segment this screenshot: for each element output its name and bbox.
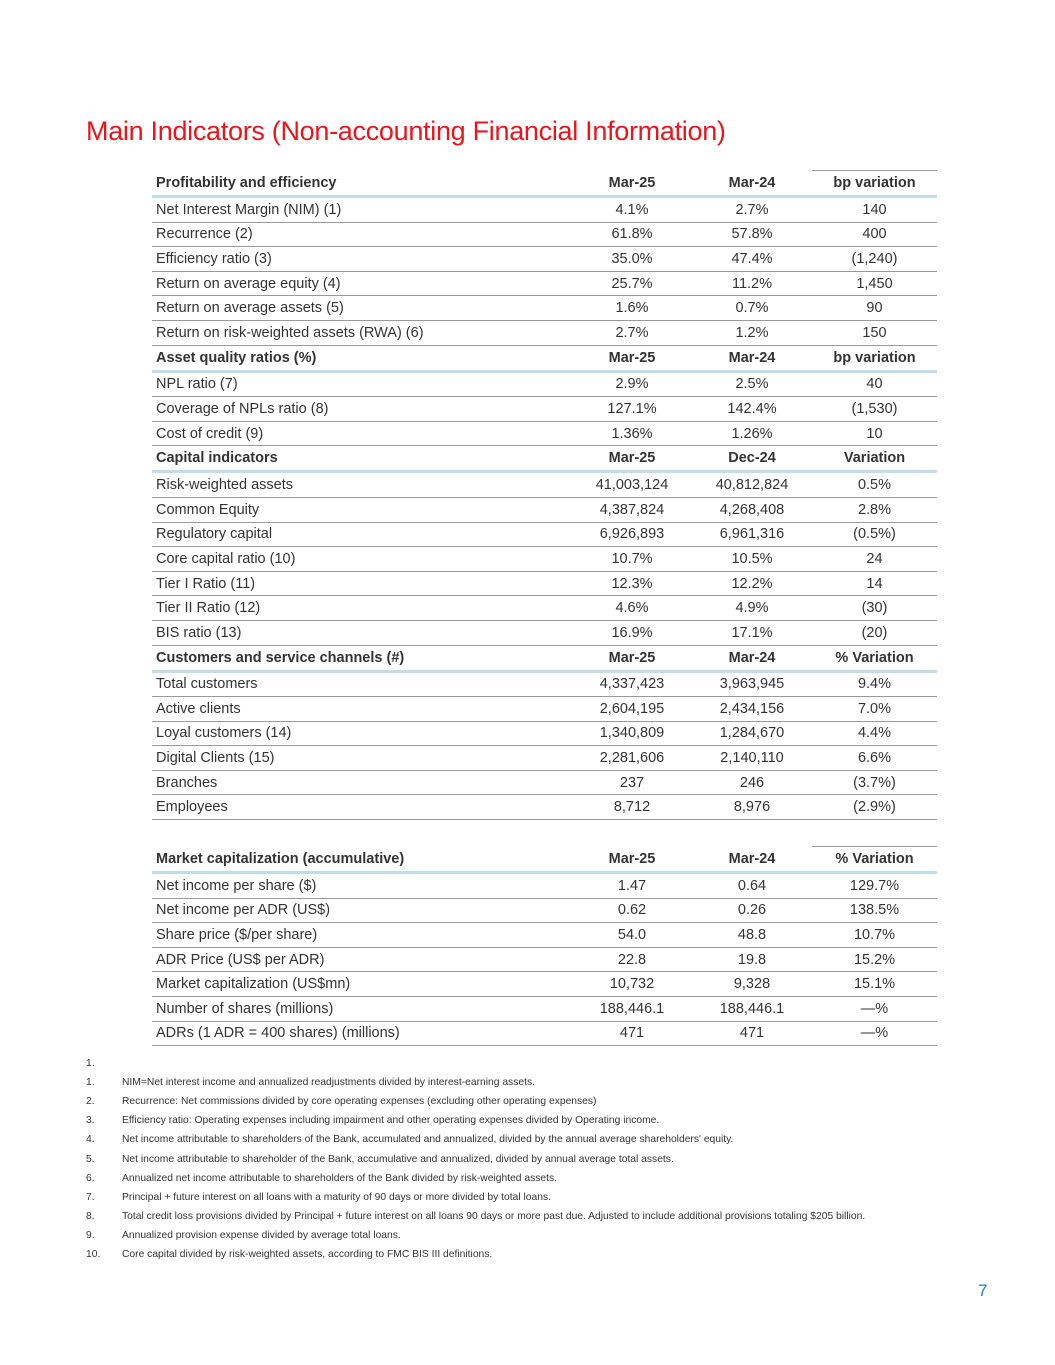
section-title: Customers and service channels (#) (152, 645, 572, 671)
section-title: Capital indicators (152, 446, 572, 472)
footnote-item (86, 1054, 986, 1073)
table-row (152, 1021, 937, 1046)
table-row (152, 421, 937, 446)
cell-mar25: 1.36% (572, 421, 692, 446)
column-header-variation: % Variation (812, 847, 937, 873)
footnote-text: Core capital divided by risk-weighted assets, according to FMC BIS III definitions. (122, 1248, 493, 1260)
cell-mar25: 35.0% (572, 247, 692, 272)
footnote-text: Recurrence: Net commissions divided by core operating expenses (excluding other operating expenses) (122, 1096, 597, 1108)
cell-label: Active clients (152, 697, 572, 722)
cell-variation: 0.5% (812, 472, 937, 498)
cell-prior: 6,961,316 (692, 522, 812, 547)
cell-mar25: 2.7% (572, 320, 692, 345)
cell-mar25: 4,337,423 (572, 671, 692, 697)
footnote-item (86, 1073, 986, 1092)
cell-mar25: 188,446.1 (572, 997, 692, 1022)
column-header-mar25: Mar-25 (572, 847, 692, 873)
section-header-row (152, 171, 937, 197)
table-row (152, 222, 937, 247)
cell-label: Number of shares (millions) (152, 997, 572, 1022)
cell-variation: 2.8% (812, 497, 937, 522)
page-number: 7 (978, 1281, 988, 1300)
footnote-item (86, 1092, 986, 1111)
table-row (152, 271, 937, 296)
footnote-number: 6. (86, 1172, 95, 1184)
cell-mar25: 25.7% (572, 271, 692, 296)
cell-prior: 2,140,110 (692, 746, 812, 771)
cell-variation: (1,530) (812, 397, 937, 422)
cell-prior: 246 (692, 770, 812, 795)
column-header-prior: Mar-24 (692, 345, 812, 371)
footnote-number: 1. (86, 1077, 95, 1089)
table-row (152, 770, 937, 795)
cell-variation: 10.7% (812, 923, 937, 948)
footnotes (86, 1054, 986, 1264)
cell-label: Net income per ADR (US$) (152, 898, 572, 923)
footnote-text: Net income attributable to shareholder of the Bank, accumulative and annualized, divided by annual average total assets. (122, 1153, 674, 1165)
cell-label: Employees (152, 795, 572, 820)
cell-variation: —% (812, 1021, 937, 1046)
cell-variation: (20) (812, 620, 937, 645)
cell-mar25: 237 (572, 770, 692, 795)
cell-label: Market capitalization (US$mn) (152, 972, 572, 997)
table-row (152, 795, 937, 820)
cell-prior: 8,976 (692, 795, 812, 820)
cell-mar25: 4.6% (572, 596, 692, 621)
footnote-text: Total credit loss provisions divided by Principal + future interest on all loans 90 days or more past due. Adjusted to include additional provisions totaling $205 billion. (122, 1210, 866, 1222)
cell-mar25: 4,387,824 (572, 497, 692, 522)
table-row (152, 947, 937, 972)
cell-prior: 9,328 (692, 972, 812, 997)
footnote-number: 2. (86, 1096, 95, 1108)
cell-mar25: 1.6% (572, 296, 692, 321)
cell-mar25: 2,281,606 (572, 746, 692, 771)
cell-variation: 40 (812, 371, 937, 397)
table-row (152, 472, 937, 498)
footnote-text: Annualized net income attributable to shareholders of the Bank divided by risk-weighted assets. (122, 1172, 558, 1184)
cell-prior: 0.64 (692, 873, 812, 899)
indicators-table-container (152, 170, 937, 1046)
column-header-mar25: Mar-25 (572, 446, 692, 472)
table-row (152, 397, 937, 422)
cell-mar25: 2.9% (572, 371, 692, 397)
cell-mar25: 0.62 (572, 898, 692, 923)
table-row (152, 371, 937, 397)
table-row (152, 497, 937, 522)
cell-label: Share price ($/per share) (152, 923, 572, 948)
cell-prior: 47.4% (692, 247, 812, 272)
cell-label: ADRs (1 ADR = 400 shares) (millions) (152, 1021, 572, 1046)
cell-label: Tier I Ratio (11) (152, 571, 572, 596)
cell-variation: 9.4% (812, 671, 937, 697)
cell-label: Loyal customers (14) (152, 721, 572, 746)
section-header-row (152, 446, 937, 472)
cell-mar25: 54.0 (572, 923, 692, 948)
footnote-item (86, 1226, 986, 1245)
table-row (152, 721, 937, 746)
column-header-variation: % Variation (812, 645, 937, 671)
table-row (152, 596, 937, 621)
footnote-number: 10. (86, 1248, 101, 1260)
cell-mar25: 12.3% (572, 571, 692, 596)
page-title: Main Indicators (Non-accounting Financial Information) (86, 116, 726, 146)
cell-mar25: 471 (572, 1021, 692, 1046)
cell-label: Return on average equity (4) (152, 271, 572, 296)
cell-variation: 10 (812, 421, 937, 446)
table-row (152, 972, 937, 997)
section-header-row (152, 847, 937, 873)
footnote-number: 9. (86, 1229, 95, 1241)
footnote-text: Principal + future interest on all loans with a maturity of 90 days or more divided by total loans. (122, 1191, 551, 1203)
cell-prior: 40,812,824 (692, 472, 812, 498)
cell-label: Cost of credit (9) (152, 421, 572, 446)
cell-prior: 1.2% (692, 320, 812, 345)
cell-variation: (1,240) (812, 247, 937, 272)
footnote-number: 7. (86, 1191, 95, 1203)
cell-mar25: 4.1% (572, 197, 692, 223)
table-row (152, 197, 937, 223)
cell-variation: 138.5% (812, 898, 937, 923)
footnote-text: NIM=Net interest income and annualized readjustments divided by interest-earning assets. (122, 1077, 535, 1089)
main-indicators-table (152, 170, 937, 1046)
footnote-number: 5. (86, 1153, 95, 1165)
cell-variation: 129.7% (812, 873, 937, 899)
cell-prior: 2,434,156 (692, 697, 812, 722)
cell-mar25: 1.47 (572, 873, 692, 899)
footnote-item (86, 1130, 986, 1149)
footnote-item (86, 1169, 986, 1188)
cell-variation: (2.9%) (812, 795, 937, 820)
cell-variation: 4.4% (812, 721, 937, 746)
column-header-prior: Mar-24 (692, 171, 812, 197)
cell-variation: (30) (812, 596, 937, 621)
cell-mar25: 61.8% (572, 222, 692, 247)
table-row (152, 873, 937, 899)
cell-mar25: 10,732 (572, 972, 692, 997)
cell-label: Total customers (152, 671, 572, 697)
table-row (152, 746, 937, 771)
table-row (152, 923, 937, 948)
cell-label: Common Equity (152, 497, 572, 522)
column-header-mar25: Mar-25 (572, 171, 692, 197)
cell-prior: 48.8 (692, 923, 812, 948)
footnote-number: 8. (86, 1210, 95, 1222)
cell-variation: 14 (812, 571, 937, 596)
footnote-item (86, 1245, 986, 1264)
cell-prior: 2.7% (692, 197, 812, 223)
cell-prior: 142.4% (692, 397, 812, 422)
cell-label: Branches (152, 770, 572, 795)
cell-prior: 4.9% (692, 596, 812, 621)
cell-label: Net income per share ($) (152, 873, 572, 899)
cell-prior: 1.26% (692, 421, 812, 446)
cell-label: Regulatory capital (152, 522, 572, 547)
column-header-variation: bp variation (812, 171, 937, 197)
cell-prior: 0.26 (692, 898, 812, 923)
section-spacer (152, 820, 937, 847)
column-header-mar25: Mar-25 (572, 645, 692, 671)
cell-variation: 150 (812, 320, 937, 345)
cell-variation: —% (812, 997, 937, 1022)
cell-variation: 15.1% (812, 972, 937, 997)
cell-label: ADR Price (US$ per ADR) (152, 947, 572, 972)
table-row (152, 247, 937, 272)
column-header-variation: Variation (812, 446, 937, 472)
cell-label: NPL ratio (7) (152, 371, 572, 397)
cell-prior: 57.8% (692, 222, 812, 247)
cell-variation: (3.7%) (812, 770, 937, 795)
cell-prior: 188,446.1 (692, 997, 812, 1022)
cell-prior: 3,963,945 (692, 671, 812, 697)
cell-variation: (0.5%) (812, 522, 937, 547)
footnote-text: Efficiency ratio: Operating expenses including impairment and other operating expenses divided by Operating income. (122, 1115, 660, 1127)
footnote-number: 1. (86, 1058, 95, 1070)
cell-prior: 10.5% (692, 547, 812, 572)
column-header-prior: Mar-24 (692, 847, 812, 873)
cell-prior: 0.7% (692, 296, 812, 321)
column-header-variation: bp variation (812, 345, 937, 371)
section-title: Profitability and efficiency (152, 171, 572, 197)
cell-label: Risk-weighted assets (152, 472, 572, 498)
table-row (152, 697, 937, 722)
cell-prior: 12.2% (692, 571, 812, 596)
cell-label: Net Interest Margin (NIM) (1) (152, 197, 572, 223)
footnote-number: 4. (86, 1134, 95, 1146)
cell-mar25: 1,340,809 (572, 721, 692, 746)
cell-prior: 471 (692, 1021, 812, 1046)
cell-prior: 19.8 (692, 947, 812, 972)
column-header-prior: Mar-24 (692, 645, 812, 671)
section-header-row (152, 645, 937, 671)
cell-variation: 24 (812, 547, 937, 572)
footnote-number: 3. (86, 1115, 95, 1127)
cell-mar25: 16.9% (572, 620, 692, 645)
cell-label: Digital Clients (15) (152, 746, 572, 771)
table-row (152, 620, 937, 645)
cell-prior: 17.1% (692, 620, 812, 645)
cell-label: Efficiency ratio (3) (152, 247, 572, 272)
cell-label: Tier II Ratio (12) (152, 596, 572, 621)
cell-mar25: 2,604,195 (572, 697, 692, 722)
table-row (152, 522, 937, 547)
cell-label: Return on risk-weighted assets (RWA) (6) (152, 320, 572, 345)
table-row (152, 898, 937, 923)
cell-variation: 15.2% (812, 947, 937, 972)
table-row (152, 571, 937, 596)
cell-label: Recurrence (2) (152, 222, 572, 247)
cell-mar25: 22.8 (572, 947, 692, 972)
section-header-row (152, 345, 937, 371)
cell-mar25: 10.7% (572, 547, 692, 572)
cell-variation: 6.6% (812, 746, 937, 771)
table-row (152, 296, 937, 321)
cell-label: Core capital ratio (10) (152, 547, 572, 572)
cell-prior: 2.5% (692, 371, 812, 397)
cell-prior: 1,284,670 (692, 721, 812, 746)
cell-mar25: 41,003,124 (572, 472, 692, 498)
footnote-item (86, 1188, 986, 1207)
cell-mar25: 8,712 (572, 795, 692, 820)
cell-variation: 140 (812, 197, 937, 223)
table-row (152, 547, 937, 572)
section-title: Market capitalization (accumulative) (152, 847, 572, 873)
footnote-text: Net income attributable to shareholders of the Bank, accumulated and annualized, divided by the annual average shareholders' equity. (122, 1134, 734, 1146)
cell-prior: 4,268,408 (692, 497, 812, 522)
cell-variation: 400 (812, 222, 937, 247)
cell-variation: 90 (812, 296, 937, 321)
section-title: Asset quality ratios (%) (152, 345, 572, 371)
column-header-prior: Dec-24 (692, 446, 812, 472)
footnote-item (86, 1207, 986, 1226)
footnote-text: Annualized provision expense divided by average total loans. (122, 1229, 401, 1241)
footnote-item (86, 1149, 986, 1168)
cell-variation: 1,450 (812, 271, 937, 296)
table-row (152, 997, 937, 1022)
cell-label: BIS ratio (13) (152, 620, 572, 645)
column-header-mar25: Mar-25 (572, 345, 692, 371)
table-row (152, 320, 937, 345)
cell-label: Coverage of NPLs ratio (8) (152, 397, 572, 422)
cell-prior: 11.2% (692, 271, 812, 296)
cell-label: Return on average assets (5) (152, 296, 572, 321)
cell-mar25: 127.1% (572, 397, 692, 422)
cell-variation: 7.0% (812, 697, 937, 722)
footnote-item (86, 1111, 986, 1130)
cell-mar25: 6,926,893 (572, 522, 692, 547)
table-row (152, 671, 937, 697)
